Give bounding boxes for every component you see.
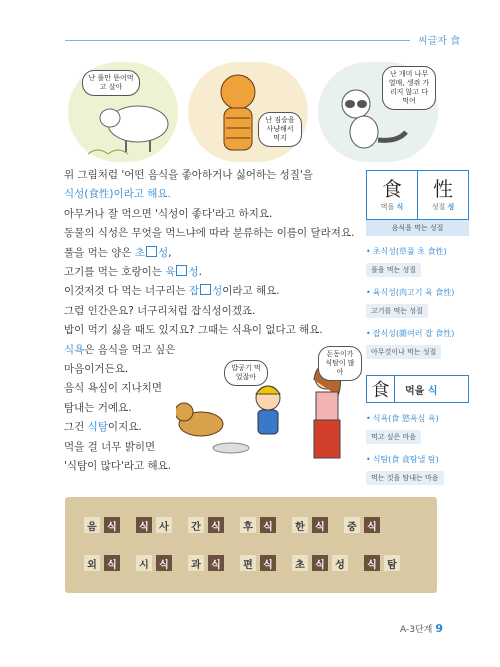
text-line: 식성(食性)이라고 해요.: [64, 188, 171, 201]
vocab-item: [366, 287, 469, 318]
tile: 식: [104, 555, 120, 571]
tile: 성: [332, 555, 348, 571]
raccoon-illustration: [318, 62, 438, 162]
text-line: 아무거나 잘 먹으면 '식성이 좋다'라고 하지요.: [64, 207, 273, 220]
tiger-illustration: [188, 62, 308, 162]
vocab-definition: 먹고 싶은 마음: [366, 430, 421, 444]
reading-seong: [432, 202, 455, 212]
reading-meaning: 먹을: [380, 203, 395, 211]
vocab-term: • 잡식성(雜여러 잡 食性): [366, 328, 469, 339]
text-line: 음식 욕심이 지나치면: [64, 382, 162, 395]
tile: 과: [188, 555, 204, 571]
tile: 간: [188, 517, 204, 533]
tile: 식: [136, 517, 152, 533]
text-line: 밥이 먹기 싫을 때도 있지요? 그때는 식욕이 없다고 해요.: [64, 324, 323, 337]
text-line: 그럼 인간은요? 너구리처럼 잡식성이겠죠.: [64, 304, 256, 317]
hanja-seong: 性: [433, 177, 453, 201]
reading-meaning: 먹을: [405, 385, 425, 397]
reading-sik: [395, 382, 437, 397]
tile: 음: [84, 517, 100, 533]
tile: 사: [156, 517, 172, 533]
tiger-speech-bubble: 난 짐승을 사냥해서 먹지: [258, 112, 302, 147]
level-label: A-3단계: [400, 625, 433, 635]
text-line: 위 그림처럼 '어떤 음식을 좋아하거나 싫어하는 성질'을: [64, 169, 313, 181]
char-card-sik: [366, 375, 469, 403]
tile: 초: [292, 555, 308, 571]
tile-row-2: [84, 555, 400, 571]
hanja-sik: 食: [382, 177, 402, 201]
text-line: 먹을 걸 너무 밝히면: [64, 440, 156, 453]
vocab-definition: 먹는 것을 탐내는 마음: [366, 471, 444, 485]
blank-box: [200, 284, 211, 295]
text-line: '식탐이 많다'라고 해요.: [64, 460, 172, 473]
vocab-term: • 식욕(食 慾욕심 욕): [366, 413, 469, 424]
reading-sik: [381, 202, 404, 212]
sheep-speech-bubble: 난 풀만 뜯어먹고 살아: [82, 70, 140, 96]
boy-speech-bubble: 밥공기 먹었잖아: [224, 360, 268, 386]
text-line: 동물의 식성은 무엇을 먹느냐에 따라 분류하는 이름이 달라져요.: [64, 227, 355, 240]
tile: 편: [240, 555, 256, 571]
text-line: 풀을 먹는 양은 초 성,: [64, 246, 172, 259]
tile: 식: [312, 555, 328, 571]
vocab-item: [366, 328, 469, 359]
tile-row-1: [84, 517, 380, 533]
tile: 식: [364, 517, 380, 533]
char-seong: [417, 171, 468, 219]
raccoon-speech-bubble: 난 개미 나무 열매, 생쥐 가리지 않고 다 먹어: [382, 66, 436, 110]
text-line: 이것저것 다 먹는 너구리는 잡 성이라고 해요.: [64, 285, 280, 298]
vocab-item: [366, 454, 469, 485]
vocab-term: • 육식성(肉고기 육 食性): [366, 287, 469, 298]
chapter-tag: 씨글자 食: [418, 36, 461, 47]
word-tile-panel: [65, 497, 437, 593]
tile: 탐: [384, 555, 400, 571]
tile: 후: [240, 517, 256, 533]
vocab-definition: 풀을 먹는 성질: [366, 263, 421, 277]
tile: 식: [156, 555, 172, 571]
char-sik: [367, 171, 417, 219]
char-card-sikseong: [366, 170, 469, 220]
vocab-term: • 식탐(食 貪탐낼 탐): [366, 454, 469, 465]
vocab-definition: 고기를 먹는 성질: [366, 304, 428, 318]
tile: 식: [208, 517, 224, 533]
tile: 시: [136, 555, 152, 571]
vocab-sidebar: [366, 170, 469, 485]
card-meaning: 음식을 먹는 성질: [366, 220, 469, 236]
tile: 식: [364, 555, 380, 571]
text-line: 마음이거든요.: [64, 363, 129, 376]
reading-sound: 식: [427, 385, 438, 397]
text-line: 탐내는 거예요.: [64, 401, 132, 414]
mom-speech-bubble: 돈동이가 식탐이 많아: [318, 346, 362, 381]
text-line: 식욕은 음식을 먹고 싶은: [64, 343, 176, 356]
text-line: 그건 식탐이지요.: [64, 421, 142, 434]
reading-meaning: 성질: [431, 203, 446, 211]
blank-box: [146, 246, 157, 257]
tile: 한: [292, 517, 308, 533]
top-rule: [65, 40, 410, 41]
tile: 외: [84, 555, 100, 571]
tile: 식: [312, 517, 328, 533]
vocab-item: [366, 246, 469, 277]
tile: 식: [260, 517, 276, 533]
vocab-definition: 아무것이나 먹는 성질: [366, 345, 441, 359]
text-line: 고기를 먹는 호랑이는 육 성.: [64, 266, 202, 279]
tile: 식: [104, 517, 120, 533]
vocab-term: • 초식성(草풀 초 食性): [366, 246, 469, 257]
page-footer: [400, 622, 443, 635]
hanja-sik: 食: [367, 376, 395, 402]
tile: 식: [208, 555, 224, 571]
page-number: 9: [435, 622, 443, 635]
sheep-illustration: [68, 62, 178, 162]
reading-sound: 식: [396, 203, 404, 211]
vocab-item: [366, 413, 469, 444]
tile: 식: [260, 555, 276, 571]
tile: 중: [344, 517, 360, 533]
blank-box: [176, 265, 187, 276]
reading-sound: 성: [447, 203, 455, 211]
